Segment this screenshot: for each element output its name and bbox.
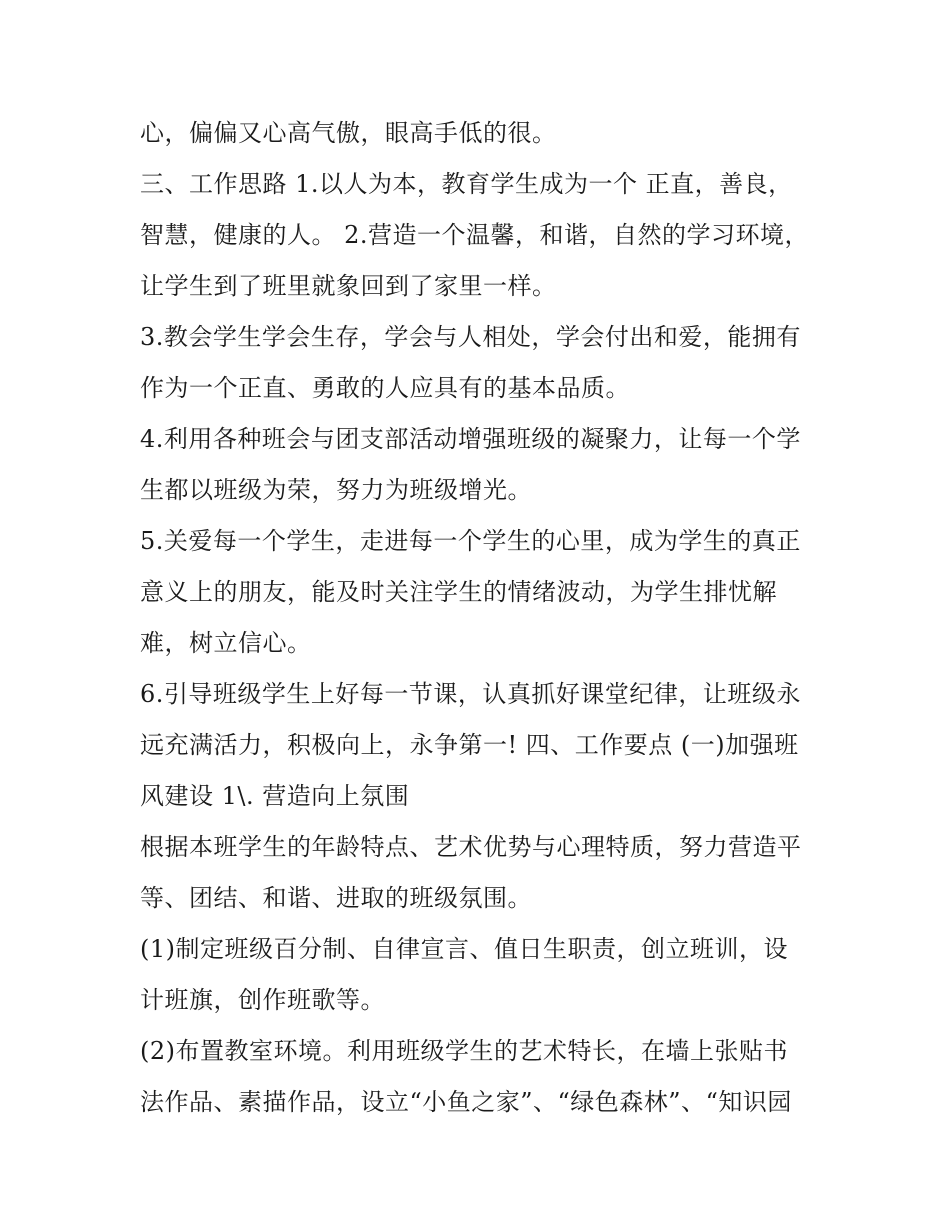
text-line: 法作品、素描作品，设立“小鱼之家”、“绿色森林”、“知识园 bbox=[140, 1088, 792, 1116]
text-line: (1)制定班级百分制、自律宣言、值日生职责，创立班训，设 bbox=[140, 935, 788, 963]
text-line: 等、团结、和谐、进取的班级氛围。 bbox=[140, 884, 532, 912]
text-line: 智慧，健康的人。 2.营造一个温馨，和谐，自然的学习环境， bbox=[140, 221, 810, 249]
text-line: 作为一个正直、勇敢的人应具有的基本品质。 bbox=[140, 374, 630, 402]
text-line: 三、工作思路 1.以人为本，教育学生成为一个 正直，善良， bbox=[140, 170, 793, 198]
text-line: 计班旗，创作班歌等。 bbox=[140, 986, 385, 1014]
text-line: 4.利用各种班会与团支部活动增强班级的凝聚力，让每一个学 bbox=[140, 425, 801, 453]
text-line: 远充满活力，积极向上，永争第一! 四、工作要点 (一)加强班 bbox=[140, 731, 799, 759]
text-line: 难，树立信心。 bbox=[140, 629, 312, 657]
text-line: 3.教会学生学会生存，学会与人相处，学会付出和爱，能拥有 bbox=[140, 323, 801, 351]
text-line: 意义上的朋友，能及时关注学生的情绪波动，为学生排忧解 bbox=[140, 578, 777, 606]
text-line: 6.引导班级学生上好每一节课，认真抓好课堂纪律，让班级永 bbox=[140, 680, 801, 708]
text-line: 风建设 1\. 营造向上氛围 bbox=[140, 782, 410, 810]
text-line: 根据本班学生的年龄特点、艺术优势与心理特质，努力营造平 bbox=[140, 833, 802, 861]
text-line: 生都以班级为荣，努力为班级增光。 bbox=[140, 476, 532, 504]
document-body bbox=[140, 108, 820, 1128]
text-line: 心，偏偏又心高气傲，眼高手低的很。 bbox=[140, 119, 557, 147]
text-line: (2)布置教室环境。利用班级学生的艺术特长，在墙上张贴书 bbox=[140, 1037, 788, 1065]
text-line: 5.关爱每一个学生，走进每一个学生的心里，成为学生的真正 bbox=[140, 527, 801, 555]
text-line: 让学生到了班里就象回到了家里一样。 bbox=[140, 272, 557, 300]
